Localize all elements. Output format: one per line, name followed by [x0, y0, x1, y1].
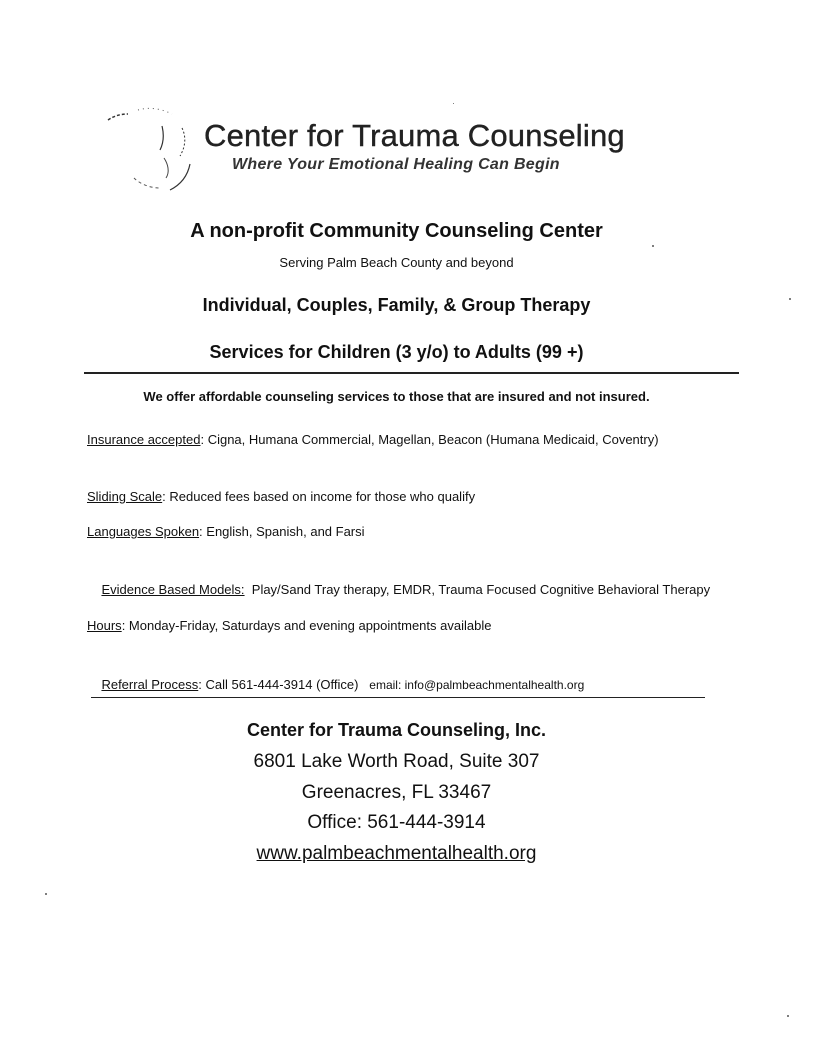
scan-speck [652, 245, 654, 247]
subheadline: Serving Palm Beach County and beyond [279, 255, 514, 270]
referral-value: : Call 561-444-3914 (Office) [198, 677, 370, 692]
company-name: Center for Trauma Counseling, Inc. [246, 720, 547, 740]
therapy-types: Individual, Couples, Family, & Group Therapy [202, 295, 591, 315]
office-phone: Office: 561-444-3914 [307, 812, 486, 833]
referral-label: Referral Process [101, 677, 199, 692]
org-name-logotype: Center for Trauma Counseling [204, 118, 625, 153]
website-link[interactable]: www.palmbeachmentalhealth.org [256, 843, 537, 864]
sliding-scale-value: : Reduced fees based on income for those who qualify [162, 489, 476, 504]
insurance-label: Insurance accepted [87, 432, 201, 447]
referral-email: email: info@palmbeachmentalhealth.org [369, 678, 585, 692]
scan-speck [453, 103, 454, 104]
models-value: Play/Sand Tray therapy, EMDR, Trauma Focused Cognitive Behavioral Therapy [244, 582, 711, 597]
scan-speck [787, 1015, 789, 1017]
offer-statement: We offer affordable counseling services to those that are insured and not insured. [143, 389, 650, 404]
sliding-scale-line [87, 485, 727, 508]
insurance-line [87, 428, 727, 451]
sliding-scale-label: Sliding Scale [87, 489, 163, 504]
age-range: Services for Children (3 y/o) to Adults (99 +) [209, 342, 584, 362]
scan-speck [789, 298, 791, 300]
hours-label: Hours [87, 618, 122, 633]
city-address: Greenacres, FL 33467 [301, 782, 492, 803]
divider-top [84, 372, 739, 374]
hours-value: : Monday-Friday, Saturdays and evening appointments available [121, 618, 492, 633]
languages-value: : English, Spanish, and Farsi [199, 524, 365, 539]
languages-label: Languages Spoken [87, 524, 200, 539]
divider-bottom [91, 697, 705, 698]
scan-speck [45, 893, 47, 895]
hours-line [87, 614, 727, 637]
languages-line [87, 520, 727, 543]
insurance-value: : Cigna, Humana Commercial, Magellan, Beacon (Humana Medicaid, Coventry) [200, 432, 659, 447]
abstract-circle-logo-icon [100, 98, 210, 208]
headline: A non-profit Community Counseling Center [190, 220, 603, 242]
referral-line [87, 650, 727, 720]
tagline: Where Your Emotional Healing Can Begin [232, 156, 560, 173]
street-address: 6801 Lake Worth Road, Suite 307 [253, 751, 540, 772]
models-label: Evidence Based Models: [101, 582, 245, 597]
